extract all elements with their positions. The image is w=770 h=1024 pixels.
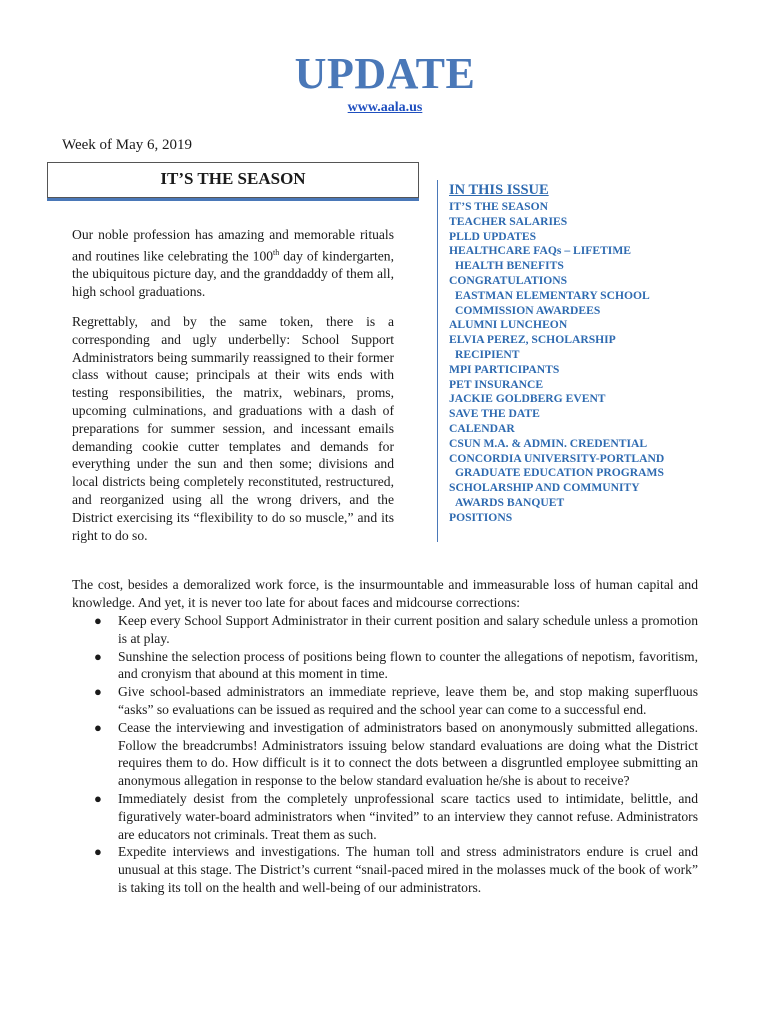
toc-item[interactable]: [449, 304, 749, 319]
bullet-icon: ●: [94, 790, 102, 806]
toc-item[interactable]: [449, 318, 749, 333]
corrections-list: [72, 612, 698, 897]
toc-item[interactable]: [449, 244, 749, 274]
toc-divider: [437, 180, 438, 542]
lead-p1-text-b: day of kindergarten, the ubiquitous picture day, and the granddaddy of them all, high school graduations.: [72, 248, 394, 299]
toc-list: [449, 200, 749, 526]
toc-item[interactable]: [449, 437, 749, 452]
toc-title[interactable]: IN THIS ISSUE: [449, 182, 549, 198]
toc-item[interactable]: [449, 215, 749, 230]
toc-item-label-cont: HEALTH BENEFITS: [455, 259, 564, 273]
headline-box: [47, 162, 419, 198]
list-item-text: Give school-based administrators an immediate reprieve, leave them be, and stop making superfluous “asks” so evaluations can be issued as required and the school year can come to a successful end.: [118, 684, 698, 717]
toc-item[interactable]: [449, 392, 749, 407]
list-item-text: Expedite interviews and investigations. The human toll and stress administrators endure is cruel and unusual at this stage. The District’s current “snail-paced mired in the molasses muck of the book of work” is taking its toll on the health and well-being of our administrators.: [118, 844, 698, 895]
masthead-title: UPDATE: [294, 49, 476, 98]
lead-paragraph-2: Regrettably, and by the same token, there is a corresponding and ugly underbelly: School Support Administrators being summarily reassigned to their former class without cause; principals at their wits ends with testing responsibilities, the matrix, webinars, proms, upcoming culminations, and graduations with a dash of preparations for summer session, and incessant emails demanding cookie cutter templates and demands for everything under the sun and then some; divisions and local districts being completely reconstituted, restructured, and reorganized using all the wrong drivers, and the District exercising its “flexibility to do so muscle,” and its right to do so.: [72, 314, 394, 543]
list-item-text: Sunshine the selection process of positions being flown to counter the allegations of nepotism, favoritism, and cronyism that abound at this moment in time.: [118, 648, 698, 682]
lead-paragraph-1: [72, 226, 394, 301]
toc-item[interactable]: [449, 452, 749, 482]
toc-item-label: IT’S THE SEASON: [449, 200, 549, 213]
toc-item-label: SCHOLARSHIP AND COMMUNITY: [449, 481, 640, 495]
toc-item-label: CONCORDIA UNIVERSITY-PORTLAND: [449, 451, 665, 465]
headline-title: IT’S THE SEASON: [160, 169, 306, 188]
list-item: [72, 719, 698, 790]
website-link[interactable]: www.aala.us: [347, 100, 423, 115]
list-item: [72, 683, 698, 719]
toc-item[interactable]: [449, 333, 749, 363]
toc-item-label: PLLD UPDATES: [449, 229, 537, 243]
toc-item-label: CSUN M.A. & ADMIN. CREDENTIAL: [449, 436, 648, 450]
toc-item-label: MPI PARTICIPANTS: [449, 362, 560, 376]
list-item-text: Keep every School Support Administrator in their current position and salary schedule unless a promotion is at play.: [118, 613, 698, 646]
bullet-icon: ●: [94, 613, 102, 628]
toc-item-label: ALUMNI LUNCHEON: [449, 318, 568, 332]
list-item-text: Immediately desist from the completely unprofessional scare tactics used to intimidate, belittle, and figuratively water-board administrators when “invited” to an interview they cannot refuse. Administrators are educators not criminals. Treat them as such.: [118, 790, 698, 842]
toc-item-label-cont: RECIPIENT: [455, 347, 520, 361]
toc-item-label: PET INSURANCE: [449, 377, 544, 391]
toc-item[interactable]: [449, 363, 749, 378]
bullet-icon: ●: [94, 684, 102, 700]
list-item-text: Cease the interviewing and investigation of administrators based on anonymously submitted allegations. Follow the breadcrumbs! Administrators issuing below standard evaluations are doing what the District requires them to do. How difficult is it to connect the dots between a disgruntled employee submitting an anonymous allegation in response to the below standard evaluation he/she is about to receive?: [118, 719, 698, 789]
toc-item[interactable]: [449, 230, 749, 245]
toc-item[interactable]: [449, 422, 749, 437]
toc-item-label: TEACHER SALARIES: [449, 214, 568, 228]
bullet-icon: ●: [94, 844, 102, 860]
toc-item[interactable]: [449, 200, 749, 215]
toc-item-label-cont: AWARDS BANQUET: [455, 495, 565, 509]
list-item: [72, 843, 698, 896]
lead-p1-superscript: th: [273, 247, 280, 257]
toc-item-label-cont: GRADUATE EDUCATION PROGRAMS: [455, 466, 664, 480]
toc-item[interactable]: [449, 378, 749, 393]
week-label: Week of May 6, 2019: [62, 137, 193, 153]
toc-item-label: JACKIE GOLDBERG EVENT: [449, 392, 606, 406]
toc-item[interactable]: [449, 511, 749, 526]
bullet-icon: ●: [94, 648, 102, 664]
toc-item[interactable]: [449, 481, 749, 511]
list-item: [72, 648, 698, 684]
toc-item-label: ELVIA PEREZ, SCHOLARSHIP: [449, 333, 616, 347]
lead-p1-text-a: Our noble profession has amazing and memorable rituals and routines like celebrating the 100: [72, 227, 394, 264]
list-item: [72, 612, 698, 648]
toc-item-label: CALENDAR: [449, 421, 515, 435]
toc-item-label: COMMISSION AWARDEES: [455, 303, 601, 317]
toc-item-label-cont: EASTMAN ELEMENTARY SCHOOL: [455, 288, 650, 302]
toc-item[interactable]: [449, 274, 749, 304]
toc-item-label: CONGRATULATIONS: [449, 273, 568, 287]
toc-item-label: POSITIONS: [449, 510, 513, 524]
list-item: [72, 790, 698, 843]
toc-item-label: HEALTHCARE FAQs – LIFETIME: [449, 244, 631, 258]
toc-item[interactable]: [449, 407, 749, 422]
toc-item-label: SAVE THE DATE: [449, 407, 540, 421]
bullet-icon: ●: [94, 719, 102, 735]
body-intro-paragraph: The cost, besides a demoralized work force, is the insurmountable and immeasurable loss of human capital and knowledge. And yet, it is never too late for about faces and midcourse corrections:: [72, 577, 698, 610]
